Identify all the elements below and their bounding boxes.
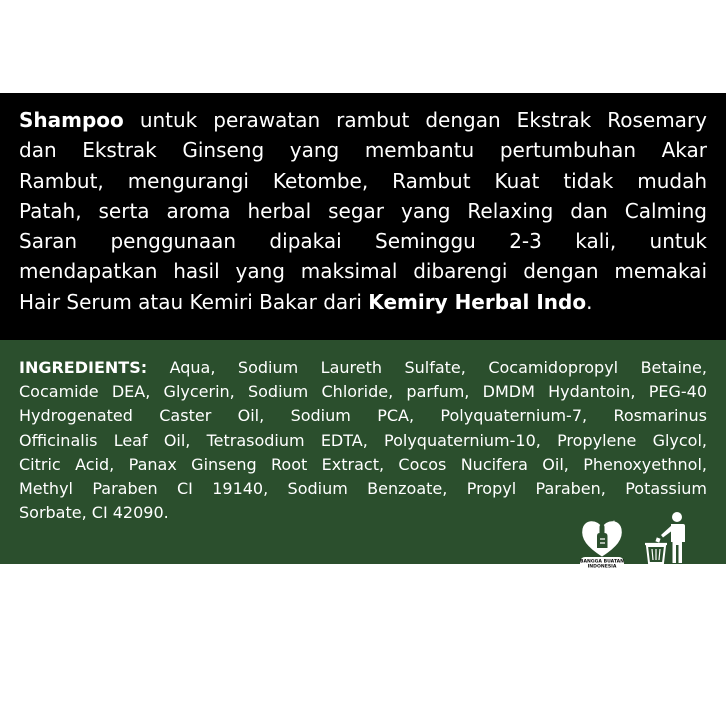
description-line	[19, 135, 707, 165]
description-line	[19, 105, 707, 135]
description-line-text: mendapatkan hasil yang maksimal dibarengi dengan memakai	[19, 259, 707, 284]
ingredients-line	[19, 429, 707, 453]
product-name: Shampoo	[19, 108, 124, 132]
ingredients-line	[19, 477, 707, 501]
person-head	[672, 512, 682, 522]
person-body	[671, 524, 685, 563]
logo-text-line1: BANGGA BUATAN	[579, 559, 625, 565]
ingredients-line	[19, 380, 707, 404]
description-line	[19, 256, 707, 286]
description-line	[19, 226, 707, 256]
description-line	[19, 166, 707, 196]
ingredients-line	[19, 404, 707, 428]
ingredients-line	[19, 453, 707, 477]
description-panel	[0, 93, 726, 340]
ingredients-line-text: Aqua, Sodium Laureth Sulfate, Cocamidopropyl Betaine,	[169, 358, 707, 377]
logo-text-line2: INDONESIA	[587, 564, 617, 570]
ingredients-line-text: Sorbate, CI 42090.	[19, 503, 169, 523]
ingredients-line-text: Citric Acid, Panax Ginseng Root Extract, Cocos Nucifera Oil, Phenoxyethnol,	[19, 454, 707, 474]
description-line-text: Saran penggunaan dipakai Seminggu 2-3 kali, untuk	[19, 229, 707, 254]
ingredients-line-text: Cocamide DEA, Glycerin, Sodium Chloride, parfum, DMDM Hydantoin, PEG-40	[19, 382, 707, 402]
description-line-text: Patah, serta aroma herbal segar yang Relaxing dan Calming	[19, 198, 707, 223]
ingredients-line-text: Hydrogenated Caster Oil, Sodium PCA, Polyquaternium-7, Rosmarinus	[19, 406, 707, 426]
ingredients-line-text: Officinalis Leaf Oil, Tetrasodium EDTA, Polyquaternium-10, Propylene Glycol,	[19, 430, 707, 450]
description-line-text: dan Ekstrak Ginseng yang membantu pertumbuhan Akar	[19, 138, 707, 163]
falling-litter	[655, 537, 660, 542]
description-line-text: untuk perawatan rambut dengan Ekstrak Rosemary	[139, 108, 707, 132]
ingredients-heading: INGREDIENTS:	[19, 358, 148, 377]
ingredients-line-text: Methyl Paraben CI 19140, Sodium Benzoate, Propyl Paraben, Potassium	[19, 479, 707, 499]
brand-name: Kemiry Herbal Indo	[368, 289, 587, 314]
description-line	[19, 287, 707, 317]
description-line-text: Rambut, mengurangi Ketombe, Rambut Kuat tidak mudah	[19, 168, 707, 193]
bangga-buatan-indonesia-logo-icon	[577, 512, 627, 570]
description-line-text: Hair Serum atau Kemiri Bakar dari	[19, 289, 362, 314]
dispose-in-bin-icon	[639, 511, 689, 564]
closing-punctuation: .	[586, 289, 593, 314]
bin-ribs	[652, 549, 660, 560]
description-line	[19, 196, 707, 226]
ingredients-line	[19, 356, 707, 380]
